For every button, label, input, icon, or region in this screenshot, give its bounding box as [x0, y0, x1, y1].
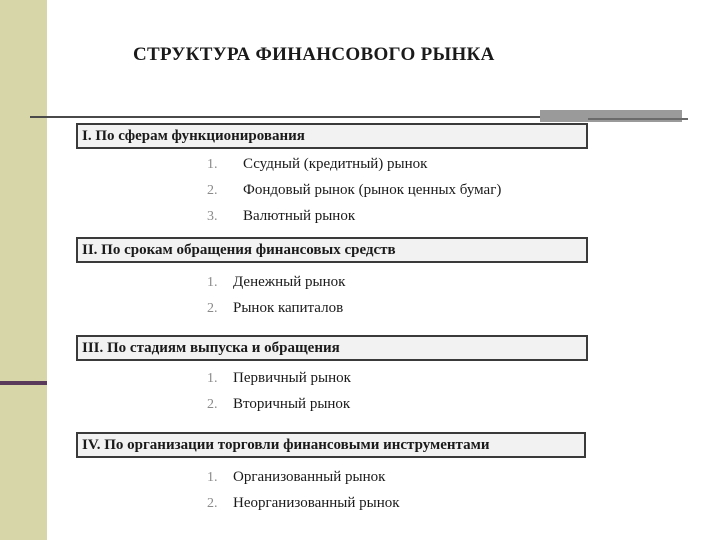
list-item [207, 273, 345, 292]
list-text: Фондовый рынок (рынок ценных бумаг) [243, 182, 502, 198]
list-text: Первичный рынок [233, 370, 351, 386]
list-text: Валютный рынок [243, 208, 356, 224]
section-heading-1: I. По сферам функционирования [76, 123, 588, 149]
title-rule-accent [540, 110, 682, 122]
list-text: Неорганизованный рынок [233, 495, 400, 511]
list-number: 2. [207, 397, 218, 412]
list-item [207, 299, 343, 318]
list-text: Рынок капиталов [233, 300, 344, 316]
title-rule-line [30, 116, 545, 118]
list-number: 2. [207, 301, 218, 316]
list-number: 1. [207, 157, 218, 172]
list-text: Ссудный (кредитный) рынок [243, 156, 428, 172]
list-number: 1. [207, 470, 218, 485]
list-number: 1. [207, 371, 218, 386]
list-text: Организованный рынок [233, 469, 386, 485]
list-text: Денежный рынок [233, 274, 346, 290]
title-rule-line-right [588, 118, 688, 120]
list-item [207, 468, 385, 487]
list-item [207, 395, 350, 414]
list-number: 2. [207, 183, 218, 198]
section-heading-4: IV. По организации торговли финансовыми инструментами [76, 432, 586, 458]
side-decor-bar [0, 0, 47, 540]
list-item [207, 369, 351, 388]
list-number: 2. [207, 496, 218, 511]
list-item [207, 155, 427, 174]
list-item [207, 494, 400, 513]
list-text: Вторичный рынок [233, 396, 351, 412]
list-number: 1. [207, 275, 218, 290]
list-item [207, 181, 501, 200]
side-decor-tick [0, 381, 47, 385]
slide-title: СТРУКТУРА ФИНАНСОВОГО РЫНКА [133, 44, 495, 65]
list-item [207, 207, 355, 226]
list-number: 3. [207, 209, 218, 224]
section-heading-2: II. По срокам обращения финансовых средств [76, 237, 588, 263]
section-heading-3: III. По стадиям выпуска и обращения [76, 335, 588, 361]
